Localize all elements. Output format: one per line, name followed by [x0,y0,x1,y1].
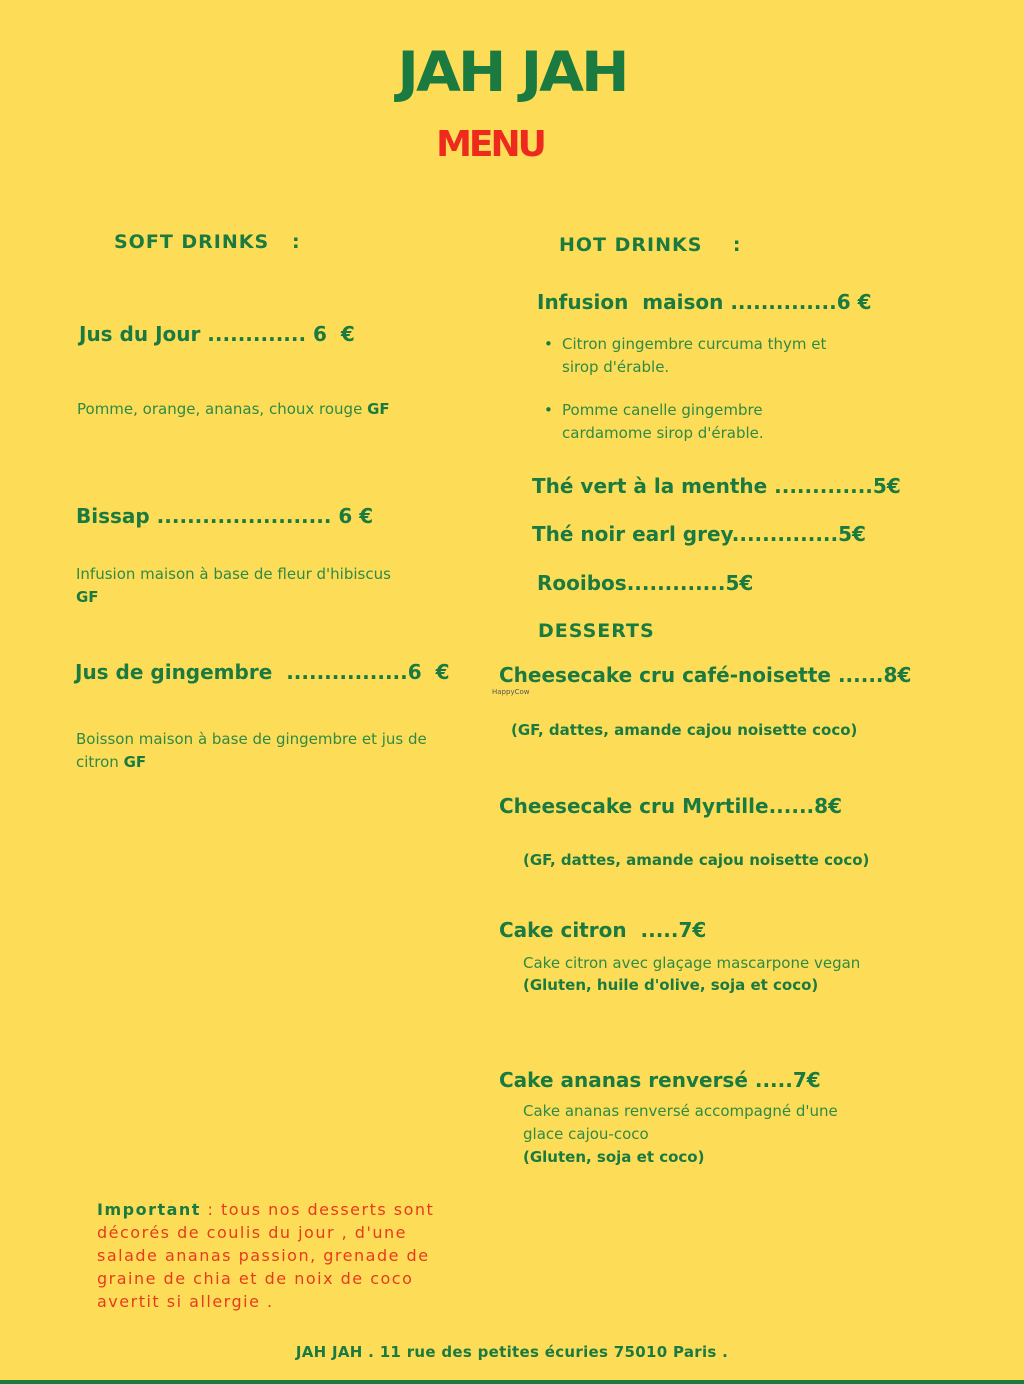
soft-drink-title-bissap: Bissap ....................... 6 € [76,504,374,528]
dessert-title-cake-citron: Cake citron .....7€ [499,918,707,942]
dessert-note-cheesecake-myrtille: (GF, dattes, amande cajou noisette coco) [523,851,870,869]
dessert-note-cheesecake-cafe: (GF, dattes, amande cajou noisette coco) [511,721,858,739]
infusion-bullet-list [540,333,840,465]
important-text: : tous nos desserts sont décorés de coulis du jour , d'une salade ananas passion, grenade de graine de chia et de noix de coco avertit si allergie . [97,1200,435,1311]
dessert-title-cheesecake-cafe: Cheesecake cru café-noisette ......8€ [499,663,912,687]
hot-drink-title-infusion: Infusion maison ..............6 € [537,290,872,314]
soft-drink-desc-text: Pomme, orange, ananas, choux rouge [77,400,363,418]
bottom-divider [0,1380,1024,1384]
gf-tag: GF [367,400,390,418]
bullet-icon: • [544,335,553,353]
hot-drink-title-rooibos: Rooibos.............5€ [537,571,754,595]
soft-drink-title-jus-du-jour: Jus du Jour ............. 6 € [79,322,355,346]
footer-address: JAH JAH . 11 rue des petites écuries 75010 Paris . [295,1343,729,1361]
important-note [97,1198,467,1313]
dessert-note-cake-ananas: (Gluten, soja et coco) [523,1148,705,1166]
gf-tag: GF [123,753,147,771]
brand-title: JAH JAH [397,39,627,105]
soft-drink-desc-jus-de-gingembre [76,728,436,774]
soft-drink-desc-jus-du-jour [77,398,457,421]
infusion-bullet-item [540,399,840,445]
dessert-title-cake-ananas: Cake ananas renversé .....7€ [499,1068,821,1092]
infusion-bullet-text: Citron gingembre curcuma thym et sirop d'érable. [562,335,827,376]
dessert-desc-cake-ananas: Cake ananas renversé accompagné d'une glace cajou-coco [523,1102,838,1143]
hot-drink-title-the-vert: Thé vert à la menthe .............5€ [532,474,901,498]
dessert-note-cake-citron: (Gluten, huile d'olive, soja et coco) [523,976,819,994]
soft-drinks-heading: SOFT DRINKS : [114,231,301,253]
dessert-title-cheesecake-myrtille: Cheesecake cru Myrtille......8€ [499,794,842,818]
dessert-desc-cake-citron: Cake citron avec glaçage mascarpone vegan [523,954,861,972]
bullet-icon: • [544,401,553,419]
important-label: Important [97,1200,201,1219]
hot-drinks-heading: HOT DRINKS : [559,234,742,256]
infusion-bullet-text: Pomme canelle gingembre cardamome sirop d'érable. [562,401,764,442]
soft-drink-title-jus-de-gingembre: Jus de gingembre ................6 € [75,660,450,684]
infusion-bullet-item [540,333,840,379]
happycow-watermark: HappyCow [492,688,530,696]
hot-drink-title-the-noir: Thé noir earl grey..............5€ [532,522,866,546]
menu-title: MENU [436,124,544,165]
desserts-heading: DESSERTS [538,620,655,642]
gf-tag: GF [76,588,99,606]
soft-drink-desc-text: Infusion maison à base de fleur d'hibiscus [76,565,391,583]
soft-drink-desc-text: Boisson maison à base de gingembre et jus de citron [76,730,427,771]
soft-drink-desc-bissap [76,563,456,609]
